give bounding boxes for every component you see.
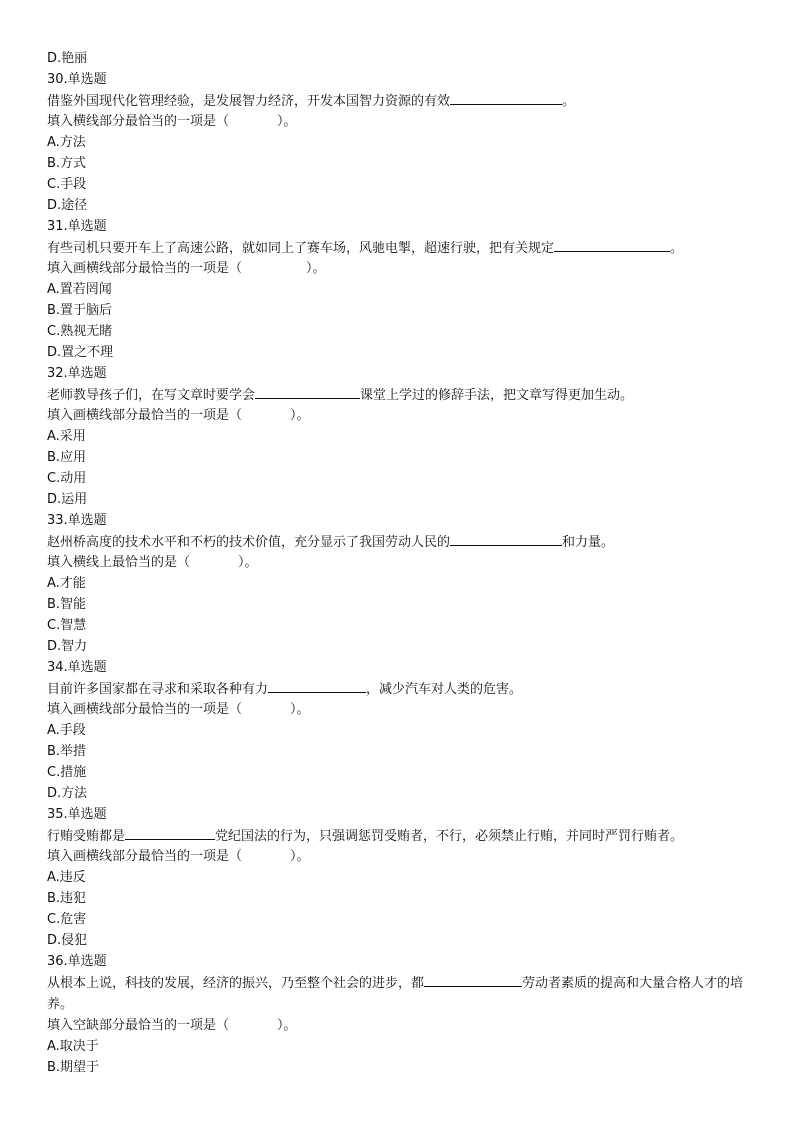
question-stem: 借鉴外国现代化管理经验，是发展智力经济，开发本国智力资源的有效 。: [47, 90, 767, 111]
question-number: 35.单选题: [47, 807, 107, 822]
question-instruction: 填入空缺部分最恰当的一项是（ ）。: [47, 1018, 297, 1033]
option-b: B.应用: [47, 450, 87, 465]
document-page: [47, 48, 767, 1078]
question-31: [47, 216, 767, 363]
option-a: A.取决于: [47, 1039, 99, 1054]
question-instruction: 填入画横线部分最恰当的一项是（ ）。: [47, 849, 310, 864]
answer-blank: [424, 972, 522, 987]
option-c: C.熟视无睹: [47, 324, 113, 339]
question-34: [47, 657, 767, 804]
option-b: B.置于脑后: [47, 303, 113, 318]
question-instruction: 填入横线部分最恰当的一项是（ ）。: [47, 114, 297, 129]
answer-blank: [125, 825, 215, 840]
option-a: A.采用: [47, 429, 86, 444]
option-d: D.途径: [47, 198, 88, 213]
option-d: D.智力: [47, 639, 88, 654]
question-stem: 从根本上说，科技的发展，经济的振兴，乃至整个社会的进步，都 劳动者素质的提高和大量合格人才的培养。: [47, 972, 753, 1015]
question-33: [47, 510, 767, 657]
answer-blank: [450, 90, 562, 105]
answer-blank: [255, 384, 360, 399]
question-number: 36.单选题: [47, 954, 107, 969]
question-30: [47, 69, 767, 216]
option-b: B.期望于: [47, 1060, 100, 1075]
question-stem: 赵州桥高度的技术水平和不朽的技术价值，充分显示了我国劳动人民的 和力量。: [47, 531, 767, 552]
option-a: A.违反: [47, 870, 86, 885]
option-b: B.智能: [47, 597, 87, 612]
option-d: D.运用: [47, 492, 88, 507]
question-32: [47, 363, 767, 510]
question-number: 34.单选题: [47, 660, 107, 675]
answer-blank: [450, 531, 562, 546]
question-stem: 目前许多国家都在寻求和采取各种有力 ，减少汽车对人类的危害。: [47, 678, 767, 699]
question-number: 33.单选题: [47, 513, 107, 528]
question-instruction: 填入画横线部分最恰当的一项是（ ）。: [47, 261, 326, 276]
option-c: C.危害: [47, 912, 87, 927]
question-stem: 有些司机只要开车上了高速公路，就如同上了赛车场，风驰电掣，超速行驶，把有关规定 。: [47, 237, 767, 258]
option-a: A.才能: [47, 576, 86, 591]
option-line: D.艳丽: [47, 51, 88, 66]
option-d: D.置之不理: [47, 345, 114, 360]
option-a: A.置若罔闻: [47, 282, 112, 297]
answer-blank: [268, 678, 366, 693]
question-number: 31.单选题: [47, 219, 107, 234]
question-stem: 老师教导孩子们，在写文章时要学会 课堂上学过的修辞手法，把文章写得更加生动。: [47, 384, 767, 405]
option-a: A.方法: [47, 135, 86, 150]
question-number: 32.单选题: [47, 366, 107, 381]
option-b: B.方式: [47, 156, 87, 171]
option-c: C.动用: [47, 471, 87, 486]
question-35: [47, 804, 767, 951]
option-b: B.举措: [47, 744, 87, 759]
option-d: D.侵犯: [47, 933, 88, 948]
option-c: C.手段: [47, 177, 87, 192]
question-instruction: 填入横线上最恰当的是（ ）。: [47, 555, 258, 570]
option-c: C.措施: [47, 765, 87, 780]
option-d: D.方法: [47, 786, 88, 801]
question-instruction: 填入画横线部分最恰当的一项是（ ）。: [47, 408, 310, 423]
question-36: [47, 951, 767, 1078]
answer-blank: [554, 237, 670, 252]
question-number: 30.单选题: [47, 72, 107, 87]
option-b: B.违犯: [47, 891, 87, 906]
option-a: A.手段: [47, 723, 86, 738]
question-stem: 行贿受贿都是 党纪国法的行为，只强调惩罚受贿者，不行，必须禁止行贿，并同时严罚行贿者。: [47, 825, 767, 846]
option-c: C.智慧: [47, 618, 87, 633]
question-instruction: 填入画横线部分最恰当的一项是（ ）。: [47, 702, 310, 717]
